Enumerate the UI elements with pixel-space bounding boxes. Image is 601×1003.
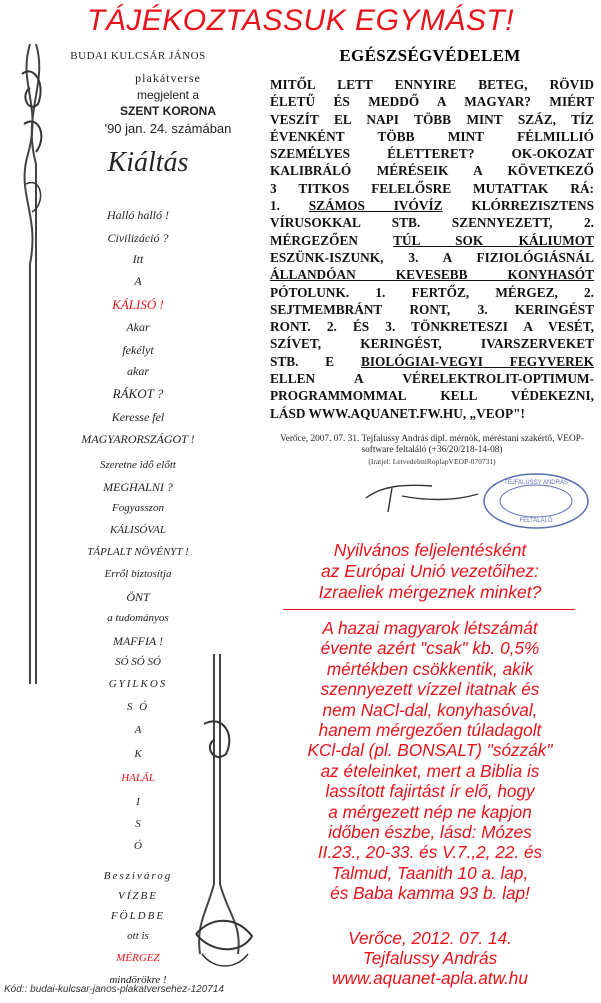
poem-author: BUDAI KULCSÁR JÁNOS (70, 50, 206, 62)
red-footer-line: Verőce, 2012. 07. 14. (348, 928, 512, 948)
article-line: 1. SZÁMOS IVÓVÍZ KLÓRREZISZTENS (270, 198, 594, 214)
poem-line: KÁLISÓ ! (112, 297, 164, 312)
red-body-line: mértékben csökkentik, akik (326, 658, 534, 679)
poem-date: '90 jan. 24. számában (104, 121, 232, 136)
red-header-line: Nyilvános feljelentésként (333, 540, 527, 560)
poem-line: akar (127, 364, 149, 378)
poem-line: MEGHALNI ? (103, 480, 173, 494)
page-title: TÁJÉKOZTASSUK EGYMÁST! (86, 4, 515, 37)
poem-line: I (136, 796, 140, 808)
article-line: 3 TITKOS FELELŐSRE MUTATTAK RÁ: (270, 180, 594, 196)
poem-line: Itt (132, 252, 144, 266)
red-footer (262, 928, 598, 988)
poem-line: MAFFIA ! (112, 634, 164, 648)
poem-line: Civilizáció ? (107, 231, 169, 245)
poem-line: A (134, 724, 142, 736)
article-heading: EGÉSZSÉGVÉDELEM (339, 46, 521, 65)
article-line: MÉRGEZŐEN TÚL SOK KÁLIUMOT (270, 232, 594, 248)
article-line: SZEMÉLYES ÉLETTERET? OK-OKOZAT (270, 146, 594, 162)
article-line: STB. E BIOLÓGIAI-VEGYI FEGYVEREK (270, 353, 594, 369)
svg-text:FELTALÁLÓ: FELTALÁLÓ (519, 518, 553, 524)
article-line: RONT. 2. ÉS 3. TÖNKRETESZI A VESÉT, (270, 319, 594, 335)
poem-published: megjelent a (136, 88, 200, 102)
poem-line: a tudományos (107, 612, 169, 624)
poem-line: K (134, 748, 142, 760)
article-line: ÉLETŰ ÉS MEDDŐ A MAGYAR? MIÉRT (270, 94, 594, 110)
poem-line: RÁKOT ? (112, 386, 164, 401)
poem-line: HALÁL (121, 772, 155, 784)
red-body-line: évente azért "csak" kb. 0,5% (320, 638, 540, 659)
red-body-line: Talmud, Taanith 10 a. lap, (331, 862, 529, 883)
poem-line: Fogyasszon (112, 502, 164, 514)
article-line: ÉVENKÉNT TÖBB MINT FÉLMILLIÓ (270, 128, 594, 144)
poem-line: mindörökre ! (109, 974, 167, 986)
red-body (262, 618, 598, 904)
poem-line: Szeretne idő előtt (100, 459, 176, 471)
poem-line: ott is (127, 930, 149, 942)
poem-line: MÉRGEZ (116, 952, 160, 964)
poem-line: Erről biztosítja (104, 568, 172, 580)
red-body-line: időben észbe, lásd: Mózes (328, 822, 532, 843)
poem-line: fekélyt (122, 343, 154, 357)
stamp-seal-icon (480, 470, 592, 532)
article-signature: Verőce, 2007. 07. 31. Tejfalussy András dipl. mérnök, méréstani szakértő, VEOP-software feltaláló (+36/20/218-14-08) (280, 434, 584, 455)
red-body-line: KCl-dal (pl. BONSALT) "sózzák" (307, 740, 553, 761)
red-body-line: a mérgezett nép ne kapjon (328, 801, 532, 822)
article-line: LÁSD WWW.AQUANET.FW.HU, „VEOP"! (270, 405, 525, 421)
divider (283, 609, 575, 610)
article-line: MITŐL LETT ENNYIRE BETEG, RÖVID (270, 77, 594, 92)
article-line: PROGRAMMOMMAL KELL VÉDEKEZNI, (270, 388, 594, 404)
poem-line: A (134, 274, 142, 288)
article-line: PÓTOLUNK. 1. FERTŐZ, MÉRGEZ, 2. (270, 284, 594, 300)
red-body-line: és Baba kamma 93 b. lap! (330, 883, 530, 904)
poem-subtitle: plakátverse (135, 71, 201, 85)
poem-line: GYILKOS (108, 678, 168, 690)
red-header-line: Izraeliek mérgeznek minket? (318, 582, 542, 602)
poem-line: Beszivárog (103, 870, 173, 882)
poem-newspaper: SZENT KORONA (120, 104, 216, 118)
poem-panel (22, 44, 254, 984)
poem-line: S Ó (126, 701, 150, 713)
red-header-line: az Európai Unió vezetőihez: (321, 561, 539, 581)
article-line: KALIBRÁLÓ MÉRÉSEIK A KÖVETKEZŐ (270, 163, 594, 179)
poem-line: TÁPLALT NÖVÉNYT ! (87, 546, 189, 558)
red-body-line: II.23., 20-33. és V.7.,2, 22. és (317, 842, 543, 863)
poem-heading: Kiáltás (107, 147, 189, 178)
article-body (270, 76, 594, 422)
article-line: SEJTMEMBRÁNT RONT, 3. KERINGÉST (270, 301, 594, 317)
poem-line: ÖNT (126, 590, 150, 604)
article-line: SZÍVET, KERINGÉST, IVARSZERVEKET (270, 336, 594, 352)
article-line: VÍRUSOKKAL STB. SZENNYEZETT, 2. (270, 215, 594, 231)
red-body-line: az ételeinket, mert a Biblia is (320, 760, 540, 781)
poem-line: VÍZBE (118, 890, 158, 902)
poem-line: Ó (134, 840, 142, 852)
handwritten-signature-icon (362, 476, 482, 516)
poem-line: Akar (126, 320, 150, 334)
red-header (262, 540, 598, 603)
article-line: ELLEN A VÉRELEKTROLIT-OPTIMUM- (270, 371, 594, 387)
svg-text:TEJFALUSSY ANDRÁS: TEJFALUSSY ANDRÁS (504, 480, 568, 486)
poem-line: Keresse fel (111, 410, 165, 424)
article-line: ESZÜNK-ISZUNK, 3. A FIZIOLÓGIÁSNÁL (270, 249, 594, 265)
article-line: VESZÍT EL NAPI TÖBB MINT SZÁZ, TÍZ (270, 111, 594, 127)
red-body-line: A hazai magyarok létszámát (322, 618, 538, 638)
poem-line: SÓ SÓ SÓ (115, 656, 161, 668)
article-signature-code: (Iratjel: LetvedelmiRoplapVEOP-070731) (368, 457, 496, 466)
red-body-line: szennyezett vízzel itatnak és (320, 679, 540, 700)
red-body-line: lassított fajirtást ír elő, hogy (325, 781, 535, 802)
red-footer-line: www.aquanet-apla.atw.hu (332, 968, 528, 988)
poem-line: Halló halló ! (107, 208, 169, 222)
document-code: Kód:: budai-kulcsar-janos-plakatversehez-120714 (4, 984, 224, 995)
red-body-line: nem NaCl-dal, konyhasóval, (322, 699, 538, 720)
poem-line: FÖLDBE (110, 910, 166, 922)
poem-line: KÁLISÓVAL (109, 524, 167, 536)
article-line: ÁLLANDÓAN KEVESEBB KONYHASÓT (270, 267, 594, 283)
red-footer-line: Tejfalussy András (362, 948, 498, 968)
red-body-line: hanem mérgezően túladagolt (318, 720, 542, 741)
poem-line: S (135, 818, 141, 830)
poem-line: MAGYARORSZÁGOT ! (81, 432, 195, 446)
